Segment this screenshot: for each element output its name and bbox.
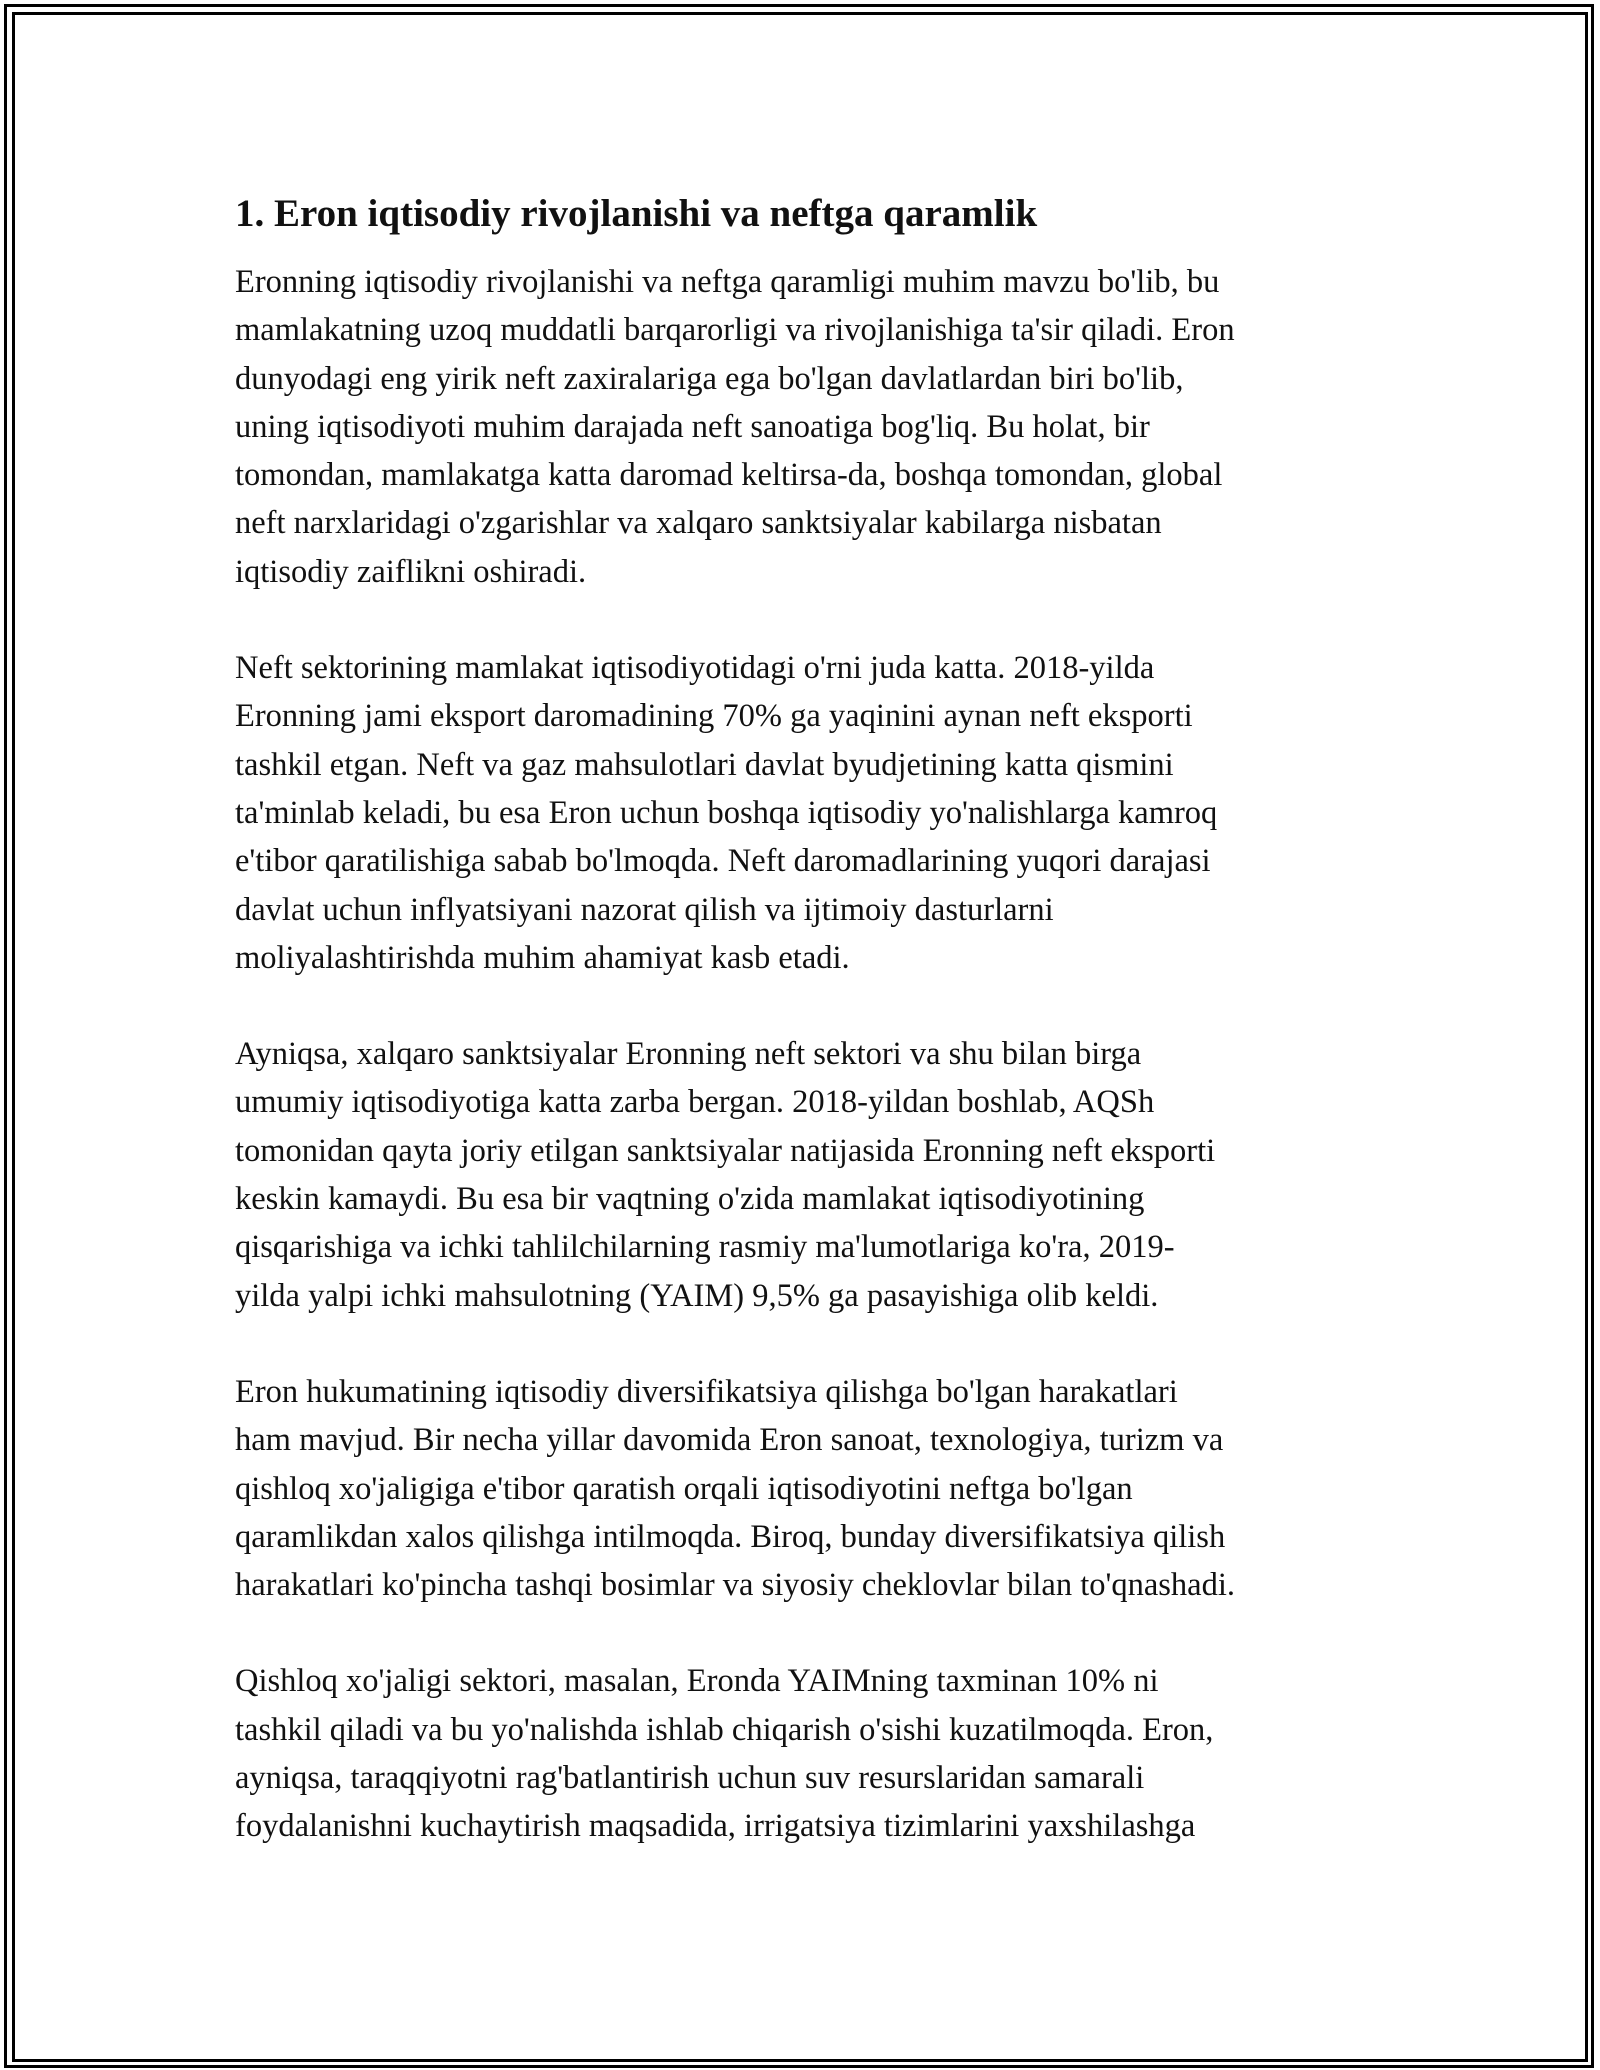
paragraph-line: dunyodagi eng yirik neft zaxiralariga ega bo'lgan davlatlardan biri bo'lib, [235, 360, 1184, 397]
paragraph-line: Neft sektorining mamlakat iqtisodiyotidagi o'rni juda katta. 2018-yilda [235, 650, 1155, 687]
paragraph-line: tomondan, mamlakatga katta daromad keltirsa-da, boshqa tomondan, global [235, 457, 1223, 494]
paragraph [235, 1030, 1385, 1320]
paragraph-line: e'tibor qaratilishiga sabab bo'lmoqda. Neft daromadlarining yuqori darajasi [235, 843, 1211, 880]
paragraph-line: iqtisodiy zaiflikni oshiradi. [235, 553, 587, 590]
paragraph-line: uning iqtisodiyoti muhim darajada neft sanoatiga bog'liq. Bu holat, bir [235, 408, 1150, 445]
paragraph-line: tashkil etgan. Neft va gaz mahsulotlari davlat byudjetining katta qismini [235, 746, 1174, 783]
paragraph-line: harakatlari ko'pincha tashqi bosimlar va siyosiy cheklovlar bilan to'qnashadi. [235, 1567, 1235, 1604]
paragraph-line: yilda yalpi ichki mahsulotning (YAIM) 9,5% ga pasayishiga olib keldi. [235, 1277, 1159, 1314]
paragraph-line: tomonidan qayta joriy etilgan sanktsiyalar natijasida Eronning neft eksporti [235, 1132, 1216, 1169]
paragraph-line: qaramlikdan xalos qilishga intilmoqda. Biroq, bunday diversifikatsiya qilish [235, 1518, 1226, 1555]
paragraph-line: qisqarishiga va ichki tahlilchilarning rasmiy ma'lumotlariga ko'ra, 2019- [235, 1229, 1175, 1266]
paragraph-line: moliyalashtirishda muhim ahamiyat kasb etadi. [235, 939, 850, 976]
paragraph-line: mamlakatning uzoq muddatli barqarorligi va rivojlanishiga ta'sir qiladi. Eron [235, 312, 1235, 349]
section-title: 1. Eron iqtisodiy rivojlanishi va neftga qaramlik [235, 192, 1038, 235]
paragraph-line: ayniqsa, taraqqiyotni rag'batlantirish uchun suv resurslaridan samarali [235, 1760, 1145, 1797]
paragraph-line: Eronning iqtisodiy rivojlanishi va neftga qaramligi muhim mavzu bo'lib, bu [235, 264, 1220, 300]
paragraph-line: umumiy iqtisodiyotiga katta zarba bergan. 2018-yildan boshlab, AQSh [235, 1084, 1155, 1121]
paragraph-line: davlat uchun inflyatsiyani nazorat qilish va ijtimoiy dasturlarni [235, 891, 1054, 928]
paragraph-line: Qishloq xo'jaligi sektori, masalan, Eronda YAIMning taxminan 10% ni [235, 1663, 1159, 1700]
paragraph-list [235, 258, 1385, 1851]
paragraph-line: ta'minlab keladi, bu esa Eron uchun boshqa iqtisodiy yo'nalishlarga kamroq [235, 794, 1218, 831]
paragraph-line: foydalanishni kuchaytirish maqsadida, irrigatsiya tizimlarini yaxshilashga [235, 1808, 1196, 1845]
paragraph [235, 1657, 1385, 1850]
paragraph [235, 1368, 1385, 1609]
paragraph-line: ham mavjud. Bir necha yillar davomida Eron sanoat, texnologiya, turizm va [235, 1422, 1224, 1459]
paragraph-line: tashkil qiladi va bu yo'nalishda ishlab chiqarish o'sishi kuzatilmoqda. Eron, [235, 1711, 1214, 1748]
paragraph [235, 644, 1385, 982]
paragraph [235, 258, 1385, 596]
paragraph-line: neft narxlaridagi o'zgarishlar va xalqaro sanktsiyalar kabilarga nisbatan [235, 505, 1162, 542]
paragraph-line: keskin kamaydi. Bu esa bir vaqtning o'zida mamlakat iqtisodiyotining [235, 1181, 1145, 1218]
paragraph-line: Eronning jami eksport daromadining 70% ga yaqinini aynan neft eksporti [235, 698, 1193, 735]
paragraph-line: Ayniqsa, xalqaro sanktsiyalar Eronning neft sektori va shu bilan birga [235, 1036, 1142, 1073]
document-body [235, 188, 1385, 1851]
paragraph-line: Eron hukumatining iqtisodiy diversifikatsiya qilishga bo'lgan harakatlari [235, 1373, 1178, 1410]
paragraph-line: qishloq xo'jaligiga e'tibor qaratish orqali iqtisodiyotini neftga bo'lgan [235, 1470, 1133, 1507]
